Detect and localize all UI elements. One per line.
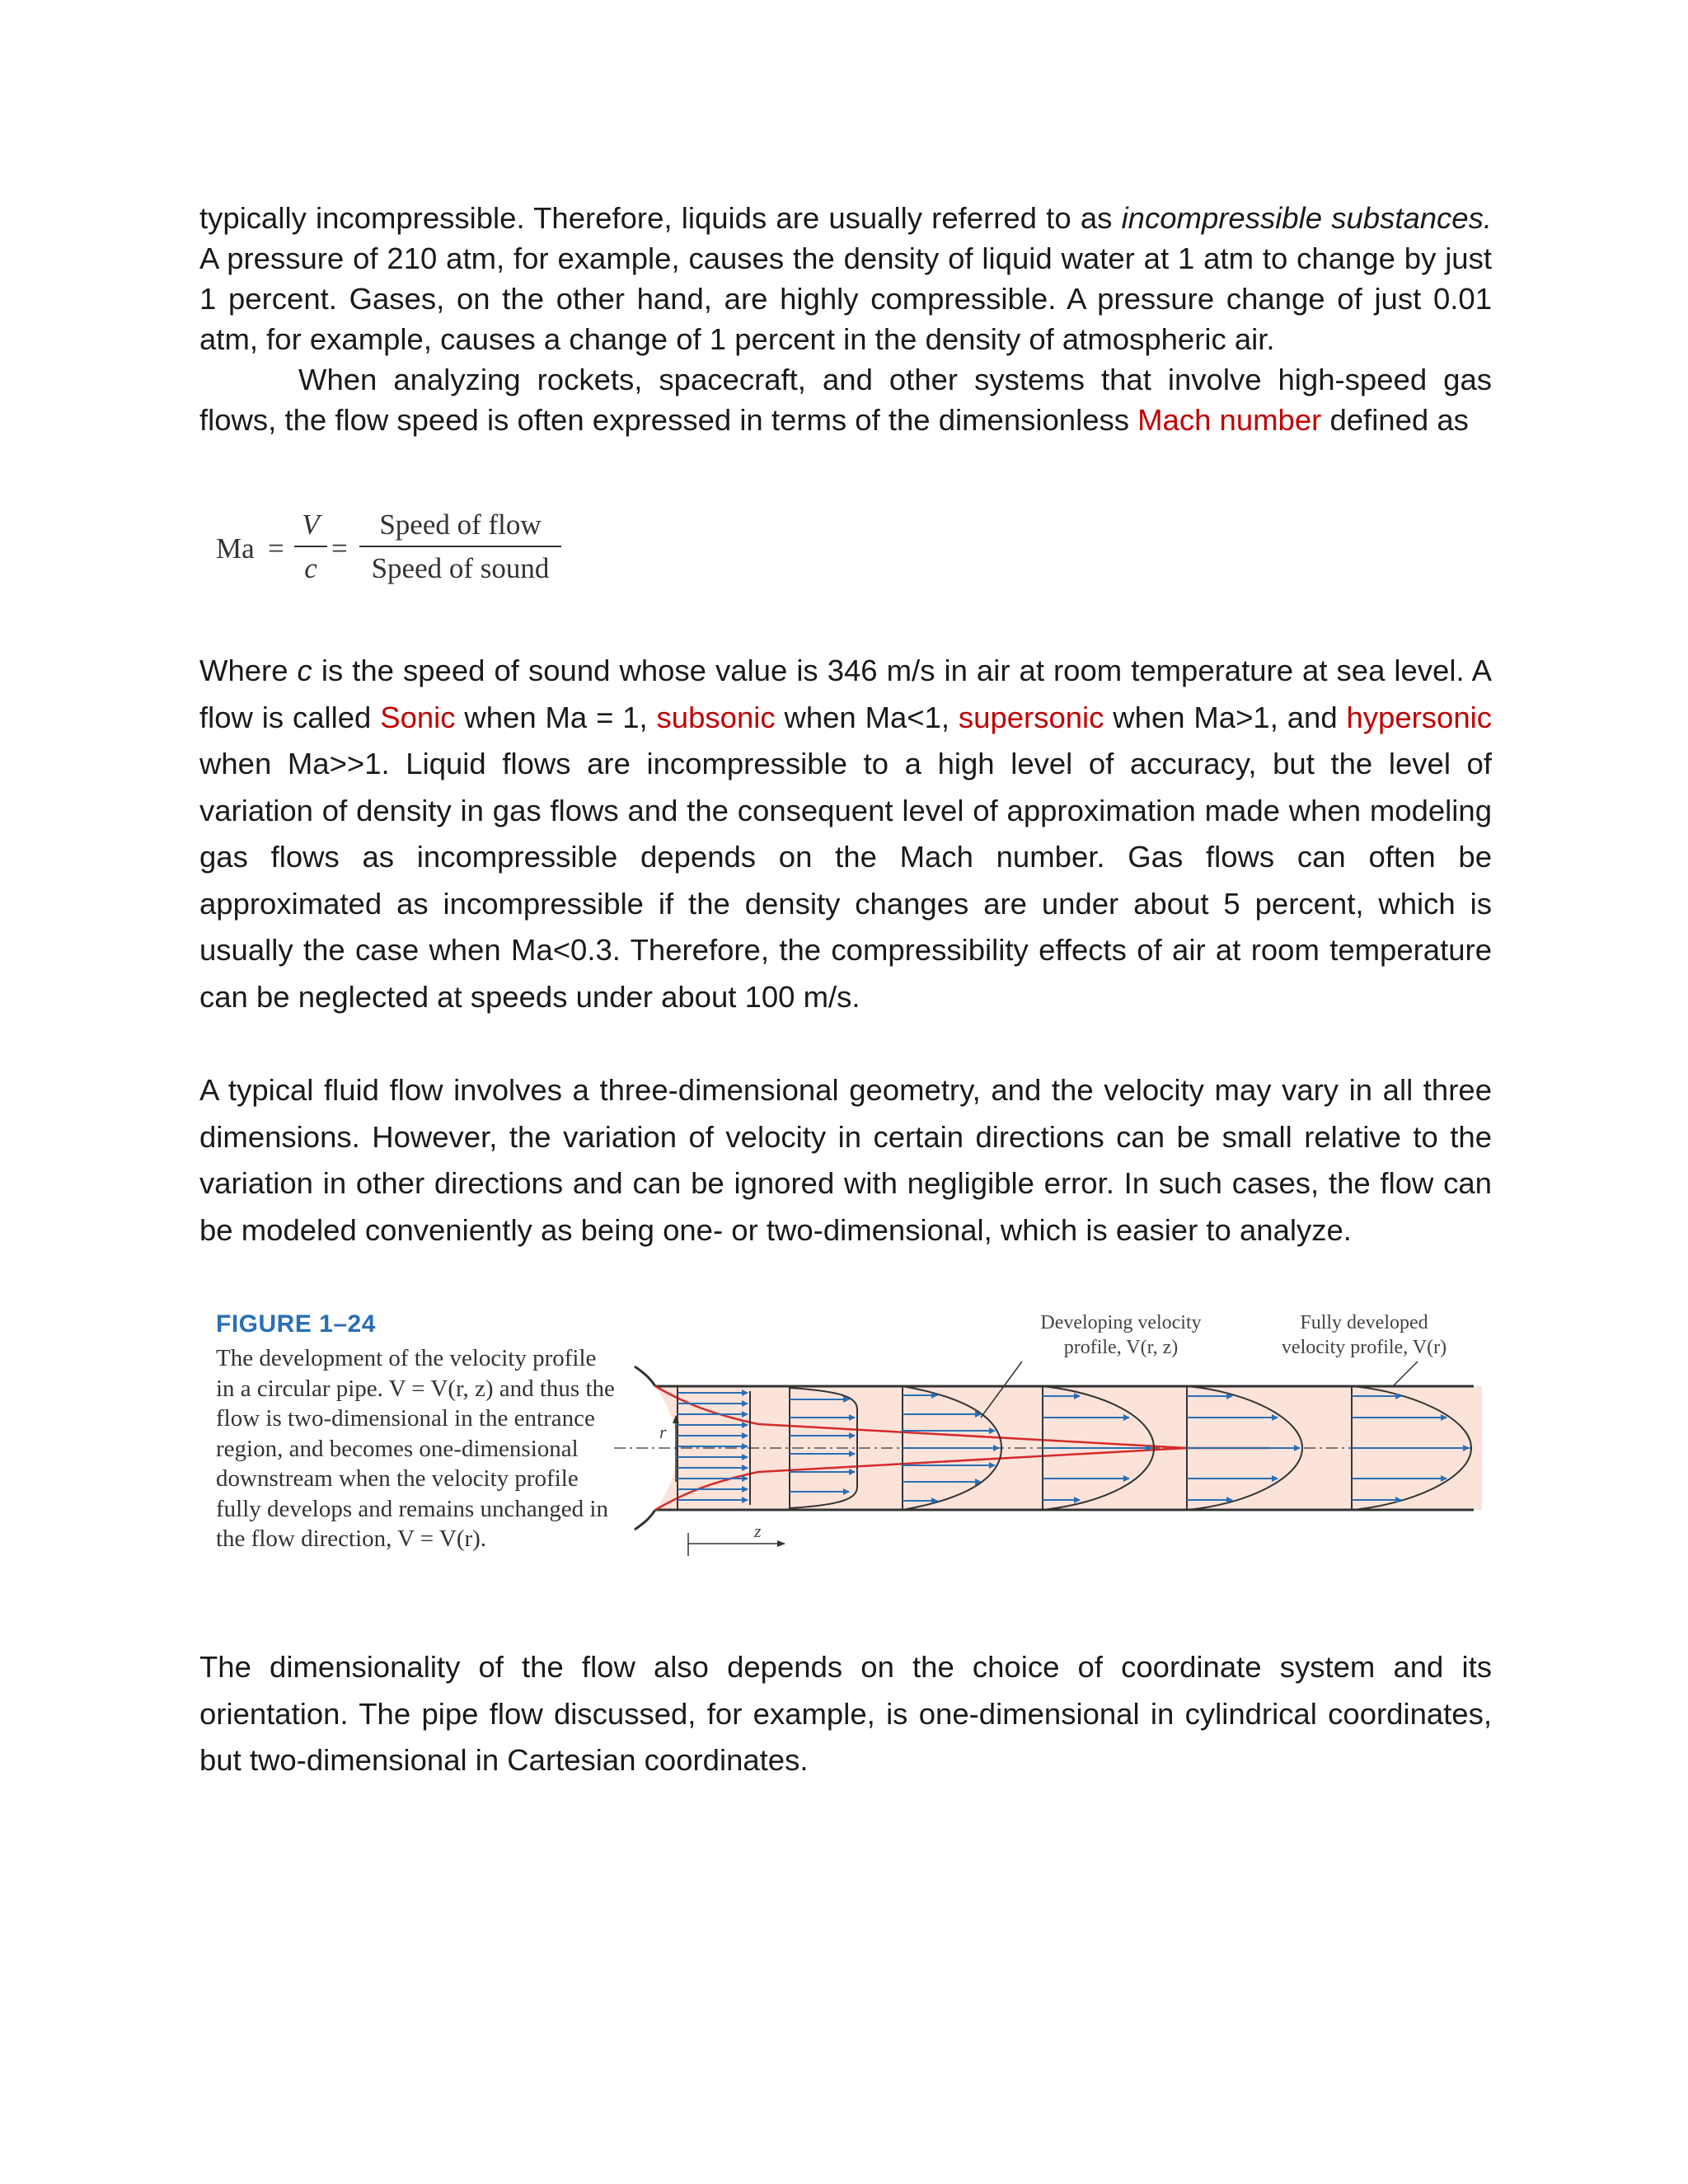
formula-text-fraction [359, 504, 561, 590]
pipe-flow-diagram [198, 1294, 1492, 1591]
mach-intro-post: defined as [1321, 403, 1469, 437]
intro-text-pre: typically incompressible. Therefore, liquids are usually referred to as [199, 201, 1122, 235]
formula-equals-2: = [331, 532, 348, 565]
entrance-lip-top [635, 1366, 655, 1386]
mach-number-term: Mach number [1137, 403, 1322, 437]
subsonic-term: subsonic [656, 700, 776, 734]
speed-of-sound-paragraph [199, 648, 1492, 1020]
p2-text-5: when Ma<1, [775, 700, 959, 734]
figure-caption: The development of the velocity profile in a circular pipe. V = V(r, z) and thus the flow is two-dimensional in the entrance region, and becomes one-dimensional downstream when the velocity profile fully develops and remains unchanged in the flow direction, V = V(r). [216, 1345, 615, 1552]
intro-paragraph [199, 198, 1492, 440]
formula-denominator-text: Speed of sound [371, 552, 550, 584]
p2-text-3: whose value is 346 m/s in air at room temperature at sea level. A flow is called [199, 654, 1492, 734]
p2-text-7: when Ma>>1. Liquid flows are incompressible to a high level of accuracy, but the level of variation of density in gas flows and the consequent level of approximation made when modeling gas flows as incompressible depends on the Mach number. Gas flows can often be approximated as incompressible if the density changes are under about 5 percent, which is usually the case when Ma<0.3. Therefore, the compressibility effects of air at room temperature can be neglected at speeds under about 100 m/s. [199, 747, 1492, 1014]
c-symbol: c [297, 654, 312, 687]
incompressible-term: incompressible substances. [1121, 201, 1492, 235]
fully-label-line-1: Fully developed [1300, 1312, 1428, 1333]
developing-label-line-2: profile, V(r, z) [1063, 1337, 1179, 1358]
coordinate-system-paragraph: The dimensionality of the flow also depends on the choice of coordinate system and its orientation. The pipe flow discussed, for example, is one-dimensional in cylindrical coordinates, but two-dimensional in Cartesian coordinates. [199, 1650, 1492, 1777]
fully-label-line-2: velocity profile, V(r) [1281, 1337, 1447, 1358]
formula-symbol-fraction [294, 504, 327, 590]
p2-text-6: when Ma>1, and [1104, 700, 1347, 734]
sonic-term: Sonic [380, 700, 456, 734]
p2-text-1: Where [199, 654, 298, 687]
p2-text-2: is the [312, 654, 404, 687]
intro-text-post: A pressure of 210 atm, for example, causes the density of liquid water at 1 atm to change by just 1 percent. Gases, on the other hand, are highly compressible. A pressure change of just 0.01 atm, for example, causes a change of 1 percent in the density of atmospheric air. [199, 241, 1492, 356]
formula-denominator-symbol: c [304, 552, 317, 584]
formula-lhs: Ma [216, 532, 255, 565]
dimensionality-paragraph: A typical fluid flow involves a three-dimensional geometry, and the velocity may vary in all three dimensions. However, the variation of velocity in certain directions can be small relative to the variation in other directions and can be ignored with negligible error. In such cases, the flow can be modeled conveniently as being one- or two-dimensional, which is easier to analyze. [199, 1073, 1492, 1247]
formula-equals-1: = [268, 532, 284, 565]
z-axis-label: z [754, 1521, 762, 1541]
supersonic-term: supersonic [958, 700, 1104, 734]
entrance-lip-bottom [635, 1510, 655, 1530]
mach-intro-text: When analyzing rockets, spacecraft, and other systems that involve high-speed gas flows, the flow speed is often expressed in terms of the dimensionless [199, 363, 1492, 437]
figure-1-24 [198, 1294, 1492, 1591]
developing-label-line-1: Developing velocity [1040, 1312, 1202, 1333]
formula-numerator-symbol: V [294, 504, 327, 547]
fully-label-leader [1393, 1361, 1418, 1386]
r-axis-label: r [659, 1422, 667, 1442]
p2-text-4: when Ma = 1, [455, 700, 657, 734]
formula-numerator-text: Speed of flow [359, 504, 561, 547]
speed-of-sound-term: speed of sound [403, 654, 611, 687]
hypersonic-term: hypersonic [1346, 700, 1492, 734]
figure-title: FIGURE 1–24 [216, 1310, 376, 1338]
